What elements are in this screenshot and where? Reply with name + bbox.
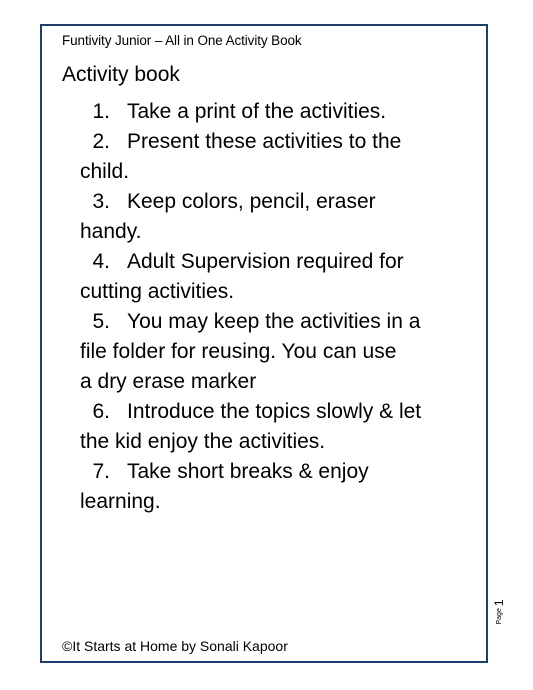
step-text: [80, 307, 472, 397]
step-text: [80, 187, 472, 247]
list-item: [62, 397, 472, 457]
step-line-continued: a dry erase marker: [80, 370, 257, 393]
step-line: Take a print of the activities.: [127, 100, 387, 123]
step-number: 7.: [92, 460, 110, 483]
list-item: [62, 97, 472, 127]
step-text: [80, 397, 472, 457]
step-line: Adult Supervision required for: [127, 250, 404, 273]
copyright-footer: ©It Starts at Home by Sonali Kapoor: [62, 638, 288, 654]
step-number: 6.: [92, 400, 110, 423]
step-number: 1.: [92, 100, 110, 123]
step-line-continued: child.: [80, 160, 130, 183]
step-number: 3.: [92, 190, 110, 213]
page-number: 1: [492, 599, 506, 607]
step-number: 2.: [92, 130, 110, 153]
step-text: [80, 457, 472, 517]
step-number: 5.: [92, 310, 110, 333]
step-text: [80, 127, 472, 187]
step-number: 4.: [92, 250, 110, 273]
list-item: [62, 247, 472, 307]
list-item: [62, 307, 472, 397]
step-line: You may keep the activities in a: [127, 310, 421, 333]
step-text: [127, 97, 472, 127]
page-word: Page: [495, 608, 503, 625]
step-line: Introduce the topics slowly & let: [127, 400, 422, 423]
step-line-continued: the kid enjoy the activities.: [80, 430, 326, 453]
step-line: Take short breaks & enjoy: [127, 460, 369, 483]
step-line-continued: handy.: [80, 220, 142, 243]
section-title: Activity book: [62, 63, 180, 86]
step-text: [80, 247, 472, 307]
step-line-continued: cutting activities.: [80, 280, 235, 303]
step-line-continued: file folder for reusing. You can use: [80, 340, 397, 363]
step-line-continued: learning.: [80, 490, 161, 513]
step-line: Keep colors, pencil, eraser: [127, 190, 376, 213]
step-line: Present these activities to the: [127, 130, 402, 153]
page-number-label: [487, 599, 511, 625]
book-title-header: Funtivity Junior – All in One Activity Book: [62, 33, 302, 48]
list-item: [62, 127, 472, 187]
list-item: [62, 457, 472, 517]
instruction-list: [62, 97, 472, 517]
list-item: [62, 187, 472, 247]
